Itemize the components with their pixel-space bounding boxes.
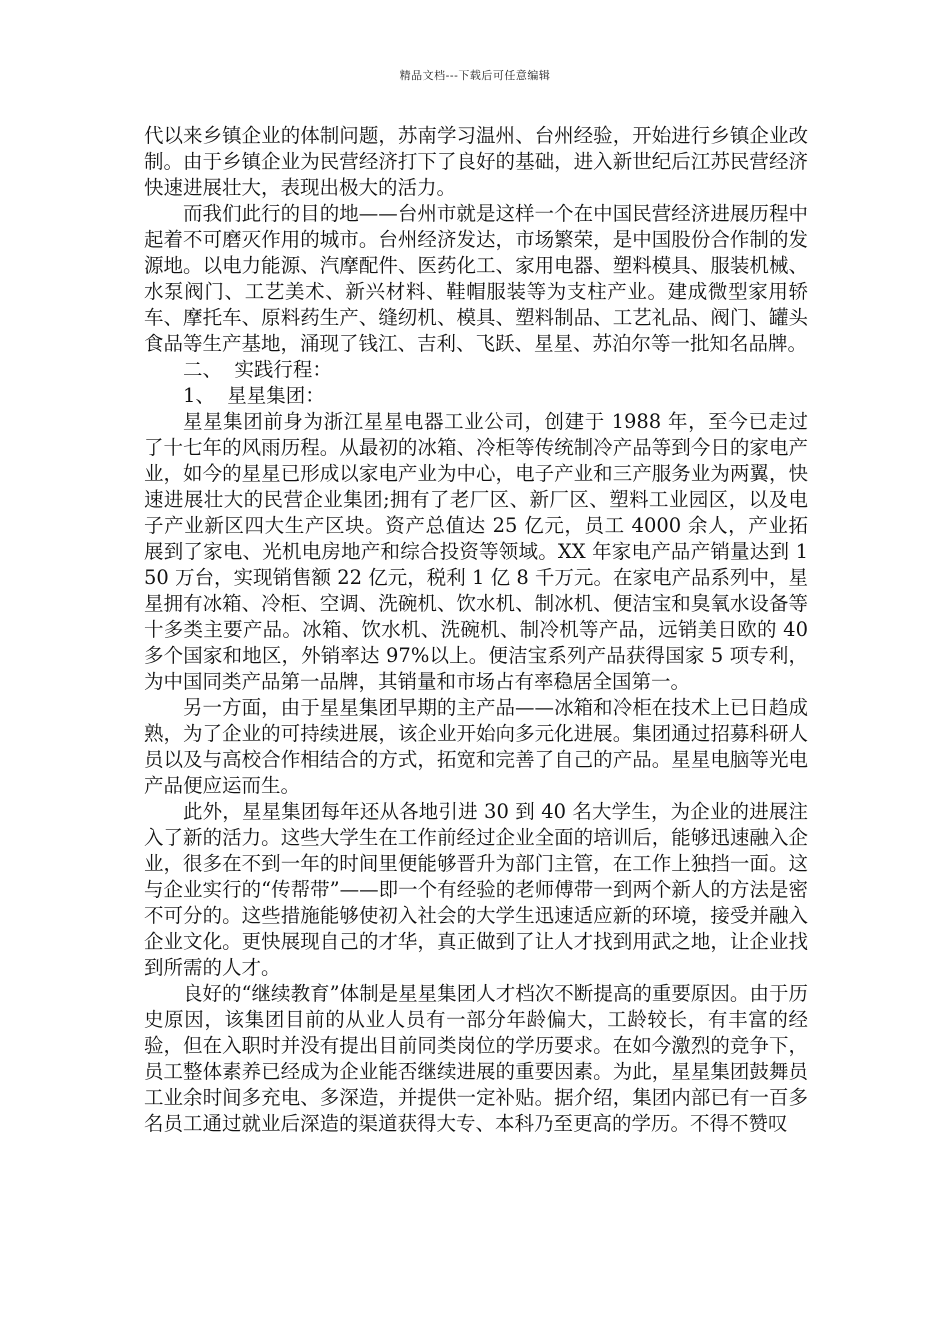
subsection-heading: 1、 星星集团： [183,384,325,407]
paragraph: 星星集团前身为浙江星星电器工业公司，创建于 1988 年，至今已走过了十七年的风雨历程。从最初的冰箱、冷柜等传统制冷产品等到今日的家电产业，如今的星星已形成以家电产业为中心，电子产业和三产服务业为两翼，快速进展壮大的民营企业集团;拥有了老厂区、新厂区、塑料工业园区，以及电子产业新区四大生产区块。资产总值达 25 亿元，员工 4000 余人，产业拓展到了家电、光机电房地产和综合投资等领域。XX 年家电产品产销量达到 150 万台，实现销售额 22 亿元，税利 1 亿 8 千万元。在家电产品系列中，星星拥有冰箱、冷柜、空调、洗碗机、饮水机、制冰机、便洁宝和臭氧水设备等十多类主要产品。冰箱、饮水机、洗碗机、制冷机等产品，远销美日欧的 40 多个国家和地区，外销率达 97%以上。便洁宝系列产品获得国家 5 项专利，为中国同类产品第一品牌，其销量和市场占有率稳居全国第一。 [144,410,808,693]
page-header: 精品文档---下载后可任意编辑 [399,69,551,82]
paragraph: 代以来乡镇企业的体制问题，苏南学习温州、台州经验，开始进行乡镇企业改制。由于乡镇企业为民营经济打下了良好的基础，进入新世纪后江苏民营经济快速进展壮大，表现出极大的活力。 [144,124,808,199]
paragraph: 而我们此行的目的地——台州市就是这样一个在中国民营经济进展历程中起着不可磨灭作用的城市。台州经济发达，市场繁荣，是中国股份合作制的发源地。以电力能源、汽摩配件、医药化工、家用电器、塑料模具、服装机械、水泵阀门、工艺美术、新兴材料、鞋帽服装等为支柱产业。建成微型家用轿车、摩托车、原料药生产、缝纫机、模具、塑料制品、工艺礼品、阀门、罐头食品等生产基地，涌现了钱江、吉利、飞跃、星星、苏泊尔等一批知名品牌。 [144,202,808,355]
paragraph: 良好的“继续教育”体制是星星集团人才档次不断提高的重要原因。由于历史原因，该集团目前的从业人员有一部分年龄偏大，工龄较长，有丰富的经验，但在入职时并没有提出目前同类岗位的学历要求。在如今激烈的竞争下，员工整体素养已经成为企业能否继续进展的重要因素。为此，星星集团鼓舞员工业余时间多充电、多深造，并提供一定补贴。据介绍，集团内部已有一百多名员工通过就业后深造的渠道获得大专、本科乃至更高的学历。不得不赞叹 [144,982,808,1135]
document-body [144,123,808,1137]
section-heading: 二、 实践行程： [183,358,332,381]
paragraph: 此外，星星集团每年还从各地引进 30 到 40 名大学生，为企业的进展注入了新的活力。这些大学生在工作前经过企业全面的培训后，能够迅速融入企业，很多在不到一年的时间里便能够晋升为部门主管，在工作上独挡一面。这与企业实行的“传帮带”——即一个有经验的老师傅带一到两个新人的方法是密不可分的。这些措施能够使初入社会的大学生迅速适应新的环境，接受并融入企业文化。更快展现自己的才华，真正做到了让人才找到用武之地，让企业找到所需的人才。 [144,800,808,979]
paragraph: 另一方面，由于星星集团早期的主产品——冰箱和冷柜在技术上已日趋成熟，为了企业的可持续进展，该企业开始向多元化进展。集团通过招募科研人员以及与高校合作相结合的方式，拓宽和完善了自己的产品。星星电脑等光电产品便应运而生。 [144,696,808,797]
